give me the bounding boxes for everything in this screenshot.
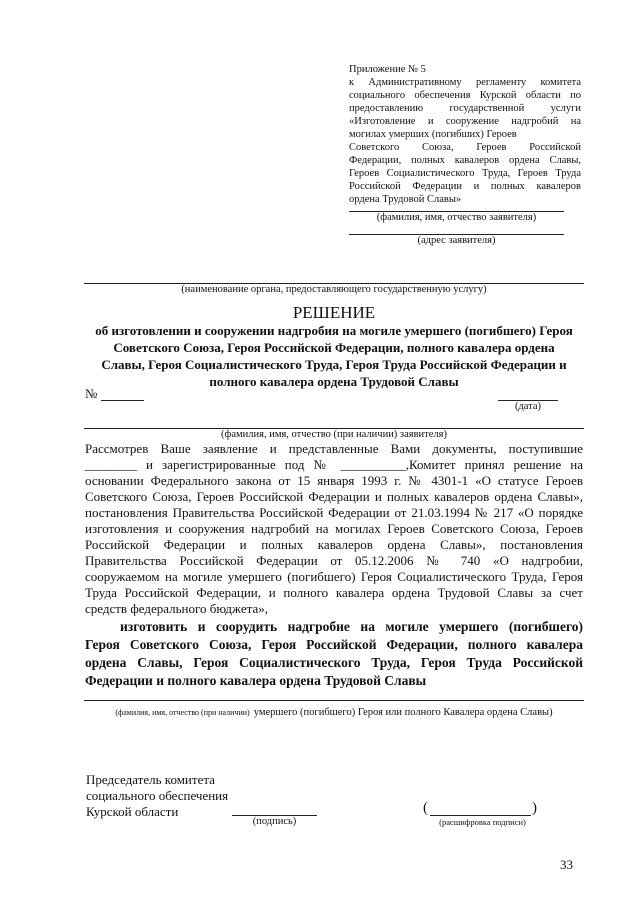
decoding-line (430, 815, 531, 816)
organ-name-caption: (наименование органа, предоставляющего государственную услугу) (181, 284, 487, 295)
appendix-line: социального обеспечения Курской области по (349, 90, 581, 101)
resolution-line: изготовить и соорудить надгробие на могиле умершего (погибшего) (120, 619, 583, 634)
body-line: средств федерального бюджета», (85, 601, 268, 616)
signature-caption: (подпись) (252, 816, 297, 827)
appendix-line: могилах умерших (погибших) Героев (349, 129, 517, 140)
resolution-line: ордена Славы, Героя Социалистического Труда, Героя Труда Российской (85, 655, 583, 670)
body-line: Советского Союза, Героев Российской Федерации и полных кавалеров ордена Славы», (85, 489, 583, 504)
chairman-title-line: социального обеспечения (86, 788, 229, 803)
resolution-line: Федерации и полного кавалера ордена Трудовой Славы (85, 673, 427, 688)
appendix-line: Российской Федерации и полных кавалеров (349, 181, 581, 192)
applicant-address-caption: (адрес заявителя) (417, 235, 496, 246)
body-line: Правительства Российской Федерации от 05.12.2006 № 740 «О надгробии, (85, 553, 583, 568)
body-line: изготовления и сооружения надгробий на могилах Героев Советского Союза, Героев (85, 521, 583, 536)
body-line: Российской Федерации и полных кавалеров ордена Славы», постановления (85, 537, 583, 552)
appendix-line: предоставлению государственной услуги (349, 103, 581, 114)
body-line: постановления Правительства Российской Федерации от 21.03.1994 № 217 «О порядке (85, 505, 583, 520)
appendix-title: Приложение № 5 (349, 64, 426, 75)
decision-heading: РЕШЕНИЕ (292, 303, 376, 322)
applicant-name-caption: (фамилия, имя, отчество заявителя) (376, 212, 537, 223)
decoding-paren-close: ) (532, 800, 537, 816)
decision-date-caption: (дата) (514, 401, 542, 412)
decision-subtitle-line: Советского Союза, Героя Российской Федерации, полного кавалера ордена (113, 340, 555, 355)
decision-number-line (101, 400, 144, 401)
appendix-line: Героев Социалистического Труда, Героев Труда (349, 168, 581, 179)
decision-subtitle-line: об изготовлении и сооружении надгробия на могиле умершего (погибшего) Героя (95, 323, 573, 338)
decision-subtitle-line: Славы, Героя Социалистического Труда, Героя Труда Российской Федерации и (101, 357, 567, 372)
body-line: Труда Российской Федерации, и полного кавалера ордена Трудовой Славы за счет (85, 585, 583, 600)
appendix-line: ордена Трудовой Славы» (349, 194, 462, 205)
appendix-line: Советского Союза, Героев Российской (349, 142, 581, 153)
decision-subtitle-line: полного кавалера ордена Трудовой Славы (209, 374, 459, 389)
appendix-line: Федерации, полных кавалеров ордена Славы, (349, 155, 581, 166)
chairman-title (86, 772, 228, 820)
body-line: основании Федерального закона от 15 января 1993 г. № 4301-1 «О статусе Героев (85, 473, 583, 488)
resolution-line: Героя Советского Союза, Героя Российской Федерации, полного кавалера (85, 637, 583, 652)
hero-fio-caption-small: (фамилия, имя, отчество (при наличии) (115, 708, 250, 717)
page-number: 33 (560, 857, 573, 872)
hero-fio-caption (84, 702, 584, 720)
appendix-line: «Изготовление и сооружение надгробий на (349, 116, 581, 127)
body-line: Рассмотрев Ваше заявление и представленные Вами документы, поступившие (85, 441, 583, 456)
hero-fio-caption-main: умершего (погибшего) Героя или полного Кавалера ордена Славы) (253, 707, 553, 718)
decoding-paren-open: ( (423, 800, 428, 816)
chairman-title-line: Курской области (86, 804, 179, 819)
body-line: сооружаемом на могиле умершего (погибшего) Героя Социалистического Труда, Героя (85, 569, 583, 584)
decision-number-label: № (85, 386, 98, 401)
appendix-line: к Административному регламенту комитета (349, 77, 581, 88)
chairman-title-line: Председатель комитета (86, 772, 215, 787)
decoding-caption: (расшифровка подписи) (439, 817, 526, 827)
applicant-fio-caption: (фамилия, имя, отчество (при наличии) заявителя) (221, 429, 447, 440)
body-line: ________ и зарегистрированные под № __________,Комитет принял решение на (85, 457, 583, 472)
hero-fio-line (84, 700, 584, 701)
